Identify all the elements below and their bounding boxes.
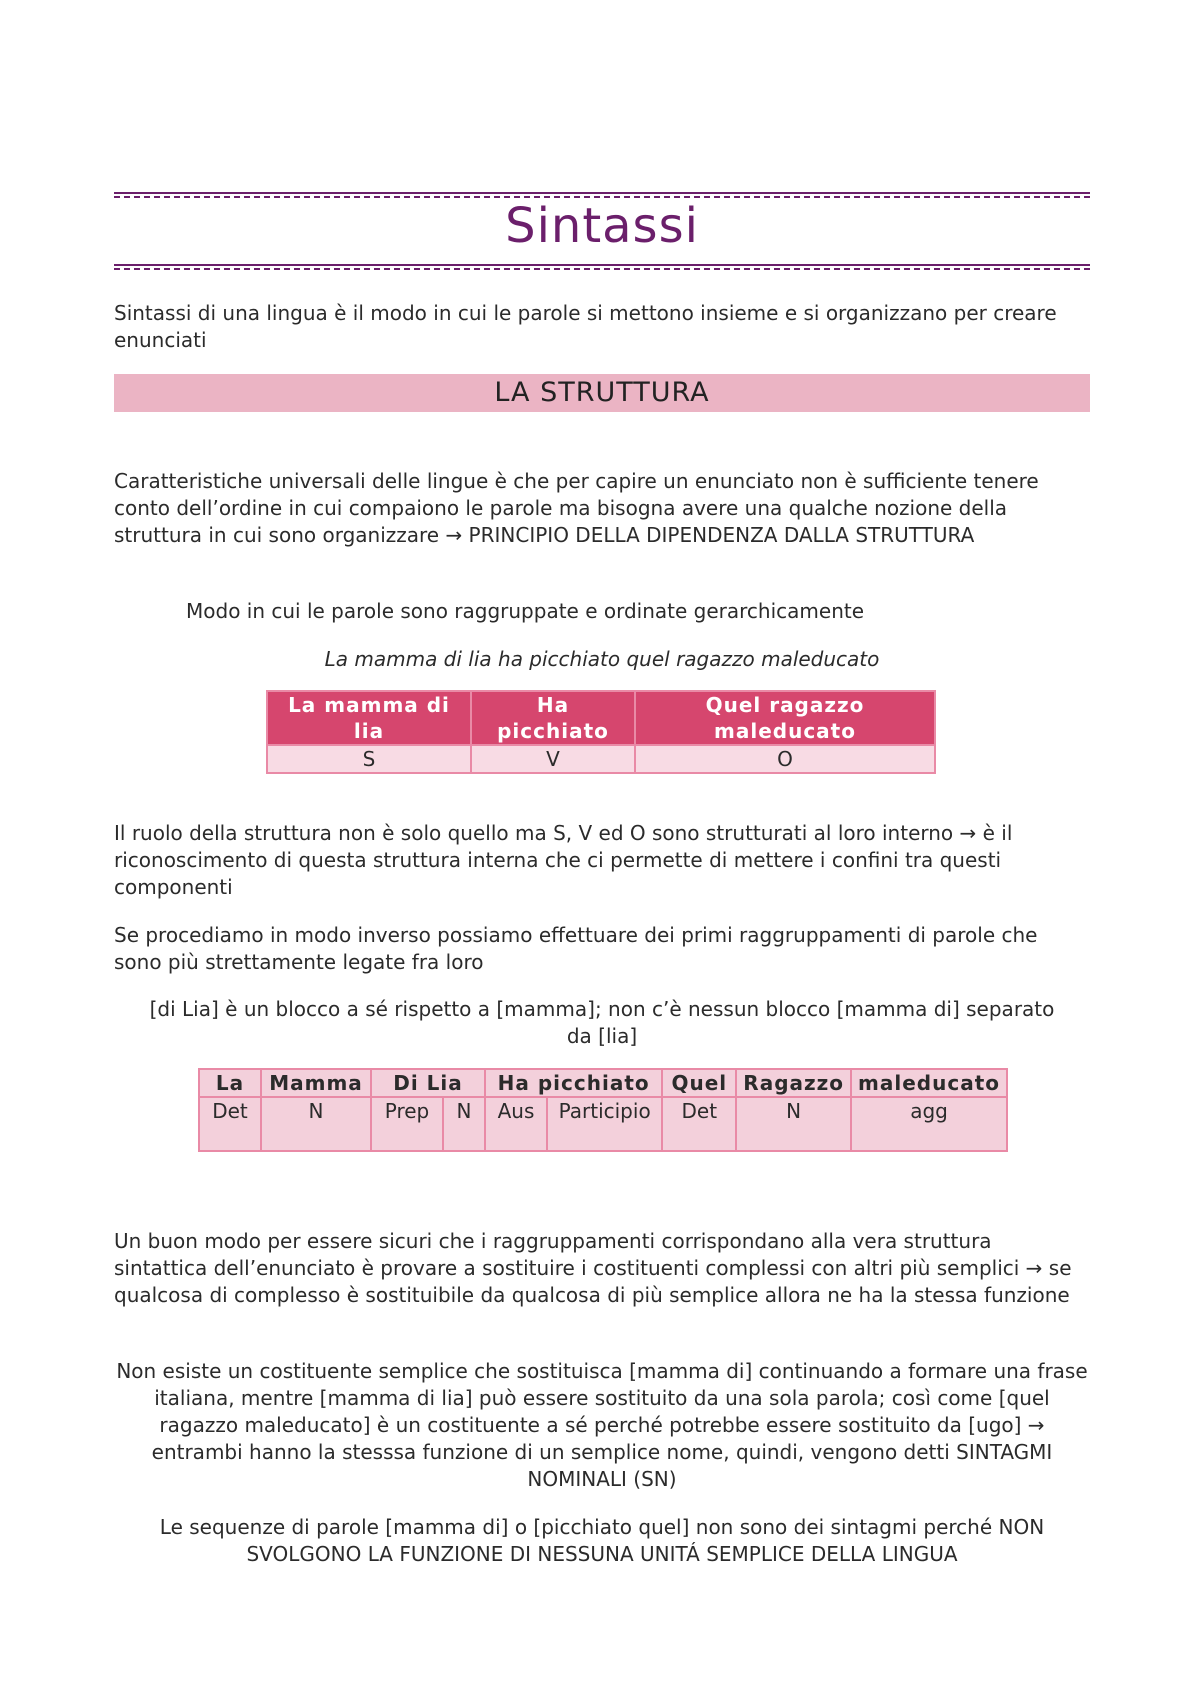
constituent-category-row	[199, 1097, 1007, 1151]
svo-cell-o: O	[635, 745, 935, 773]
title-rule-bottom	[114, 264, 1090, 270]
svo-cell-s: S	[267, 745, 471, 773]
constituent-header-row	[199, 1069, 1007, 1097]
example-sentence: La mamma di lia ha picchiato quel ragazzo maleducato	[324, 647, 880, 671]
paragraph-sintagmi-nominali: Non esiste un costituente semplice che sostituisca [mamma di] continuando a formare una frase italiana, mentre [mamma di lia] può essere sostituito da una sola parola; così come [quel ragazzo maleducato] è un costituente a sé perché potrebbe essere sostituito da [ugo] → entrambi hanno la stesssa funzione di un semplice nome, quindi, vengono detti SINTAGMI NOMINALI (SN)	[116, 1359, 1088, 1491]
section-heading: LA STRUTTURA	[114, 374, 1090, 412]
svo-cell-v: V	[471, 745, 635, 773]
constituent-header-ragazzo: Ragazzo	[736, 1069, 851, 1097]
paragraph-non-sintagmi: Le sequenze di parole [mamma di] o [picchiato quel] non sono dei sintagmi perché NON SVOLGONO LA FUNZIONE DI NESSUNA UNITÁ SEMPLICE DELLA LINGUA	[159, 1515, 1045, 1566]
svo-header-subject: La mamma di lia	[267, 691, 471, 745]
constituent-header-mamma: Mamma	[261, 1069, 371, 1097]
category-cell-aus: Aus	[485, 1097, 547, 1151]
category-cell-n2: N	[443, 1097, 485, 1151]
svo-header-object: Quel ragazzo maleducato	[635, 691, 935, 745]
constituent-header-quel: Quel	[662, 1069, 736, 1097]
paragraph-internal-structure: Il ruolo della struttura non è solo quello ma S, V ed O sono strutturati al loro interno → è il riconoscimento di questa struttura interna che ci permette di mettere i confini tra questi componenti	[114, 821, 1013, 899]
svo-table	[266, 690, 936, 774]
intro-paragraph: Sintassi di una lingua è il modo in cui le parole si mettono insieme e si organizzano per creare enunciati	[114, 301, 1057, 352]
category-cell-participio: Participio	[547, 1097, 662, 1151]
constituent-header-di-lia: Di Lia	[371, 1069, 485, 1097]
paragraph-di-lia-block: [di Lia] è un blocco a sé rispetto a [mamma]; non c’è nessun blocco [mamma di] separato da [lia]	[149, 997, 1055, 1048]
category-cell-prep: Prep	[371, 1097, 443, 1151]
paragraph-hierarchy: Modo in cui le parole sono raggruppate e ordinate gerarchicamente	[186, 599, 865, 623]
svo-header-verb: Ha picchiato	[471, 691, 635, 745]
category-cell-det: Det	[199, 1097, 261, 1151]
paragraph-principle: Caratteristiche universali delle lingue è che per capire un enunciato non è sufficiente tenere conto dell’ordine in cui compaiono le parole ma bisogna avere una qualche nozione della struttura in cui sono organizzare → PRINCIPIO DELLA DIPENDENZA DALLA STRUTTURA	[114, 469, 1039, 547]
constituent-header-la: La	[199, 1069, 261, 1097]
category-cell-n3: N	[736, 1097, 851, 1151]
svo-table-row	[267, 745, 935, 773]
category-cell-agg: agg	[851, 1097, 1007, 1151]
category-cell-n: N	[261, 1097, 371, 1151]
paragraph-substitution: Un buon modo per essere sicuri che i raggruppamenti corrispondano alla vera struttura sintattica dell’enunciato è provare a sostituire i costituenti complessi con altri più semplici → se qualcosa di complesso è sostituibile da qualcosa di più semplice allora ne ha la stessa funzione	[114, 1229, 1072, 1307]
svo-table-header-row	[267, 691, 935, 745]
category-cell-det2: Det	[662, 1097, 736, 1151]
page-title: Sintassi	[505, 198, 699, 254]
paragraph-grouping: Se procediamo in modo inverso possiamo effettuare dei primi raggruppamenti di parole che sono più strettamente legate fra loro	[114, 923, 1038, 974]
constituent-header-maleducato: maleducato	[851, 1069, 1007, 1097]
constituent-header-ha-picchiato: Ha picchiato	[485, 1069, 662, 1097]
constituent-table	[198, 1068, 1008, 1152]
